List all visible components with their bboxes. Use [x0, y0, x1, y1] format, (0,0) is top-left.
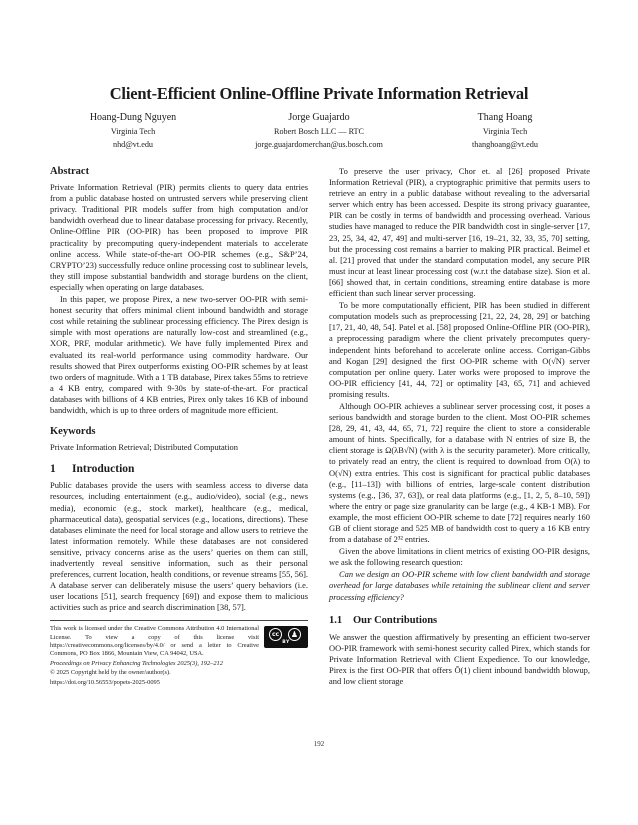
intro-paragraph-3: To be more computationally efficient, PIR has been studied in different computation models such as preprocessing [21, 22, 24, 28, 29] or batching [17, 21, 40, 48, 54]. Patel et al. [58] proposed Online-Offline PIR (OO-PIR), a preprocessing paradigm where the client privately precomputes query-independent hints beforehand to accelerate online access. Corrigan-Gibbs and Kogan [29] designed the first OO-PIR scheme with O(√N) server computation per online query. Later works were proposed to improve the OO-PIR efficiency [41, 44, 72] or optimality [43, 65, 71] and achieved promising results. [329, 300, 590, 399]
right-column [329, 166, 590, 687]
keywords-text: Private Information Retrieval; Distributed Computation [50, 442, 238, 453]
intro-paragraph-5: Given the above limitations in client metrics of existing OO-PIR designs, we ask the following research question: [329, 546, 590, 568]
contributions-paragraph-1: We answer the question affirmatively by presenting an efficient two-server OO-PIR framework with semi-honest security called Pirex, which stands for Private Information Retrieval with Client Expedience. To our knowledge, Pirex is the first OO-PIR that offers Ō(1) client inbound bandwidth blowup, and low client storage [329, 631, 590, 687]
authors-row [40, 112, 598, 149]
abstract-heading: Abstract [50, 166, 90, 177]
doi-link: https://doi.org/10.56553/popets-2025-0095 [50, 678, 160, 686]
section-1-1-number: 1.1 [329, 614, 343, 626]
cc-by-badge [264, 626, 308, 648]
author-affiliation: Virginia Tech [482, 127, 528, 136]
license-text: This work is licensed under the Creative Commons Attribution 4.0 International License. To view a copy of this license visit https://creativecommons.org/licenses/by/4.0/ or send a letter to Creative Commons, PO Box 1866, Mountain View, CA 94042, USA. [50, 625, 259, 658]
abstract-paragraph-1: Private Information Retrieval (PIR) permits clients to query data entries from a public database hosted on untrusted servers while preserving client privacy. Traditional PIR models suffer from high computation and/or bandwidth overhead due to linear database processing for privacy. Recently, Online-Offline PIR (OO-PIR) has been proposed to improve PIR practicality by precomputing query-independent materials to accelerate online access. While state-of-the-art OO-PIR schemes (e.g., S&P’24, CRYPTO’23) successfully reduce online processing cost to sublinear levels, they still impose substantial bandwidth and storage burdens on the client, especially when operating on large databases. [50, 182, 308, 292]
author-name: Jorge Guajardo [288, 112, 350, 123]
person-icon: ♟ [288, 628, 301, 641]
keywords-heading: Keywords [50, 426, 96, 438]
cc-icon: cc [269, 628, 282, 641]
research-question: Can we design an OO-PIR scheme with low client bandwidth and storage overhead for large databases while retaining the sublinear client and server processing efficiency? [329, 569, 590, 602]
section-1-1-title: Our Contributions [353, 614, 438, 626]
intro-paragraph-1: Public databases provide the users with seamless access to diverse data resources, including entertainment (e.g., audio/video), social (e.g., news media), economic (e.g., stock market), healthcare (e.g., medical, pharmaceutical data), geospatial services (e.g., locations, directions). These databases eliminate the need for local storage and allow users to retrieve the latest information remotely. While these databases are not considered sensitive, privacy concerns arise as the users’ queries on them can still, inadvertently reveal sensitive information, such as their personal preferences, current location, health conditions, or revenue streams [55, 56]. A database server can deliberately misuse the users’ query behaviors (i.e. user locations [51], search frequency [69]) and expose them to malicious activities such as price and search discrimination [38, 57]. [50, 480, 308, 613]
author-email: thanghoang@vt.edu [472, 140, 538, 149]
copyright-notice: © 2025 Copyright held by the owner/author(s). [50, 669, 171, 677]
section-1-number: 1 [50, 463, 56, 476]
left-column [50, 166, 308, 687]
proceedings-citation: Proceedings on Privacy Enhancing Technologies 2025(3), 192–212 [50, 660, 223, 668]
section-1-title: Introduction [72, 463, 135, 476]
intro-paragraph-4: Although OO-PIR achieves a sublinear server processing cost, it poses a serious bandwidth and storage burden to the client. Most OO-PIR schemes [28, 29, 41, 43, 44, 65, 71, 72] require the client to store a considerable amount of hints. Specifically, for a database with N entries of size B, the client storage is Ω(λB√N) (with λ is the security parameter). More critically, to privately read an entry, the client is required to download from O(λ) to O(√N) extra entries. This cost is significant for practical public databases (e.g., [11–13]) with billions of entries, large-scale content distribution systems (e.g., [36, 37, 63]), or real data platforms (e.g., [1, 2, 5, 8–10, 59]) where the entry or page size granularity can be large (e.g., 4 KB-1 MB). For example, the most efficient OO-PIR scheme to date [72] requires nearly 160 GB of client storage and 525 MB of bandwidth cost to query a 16 KB entry from a database of 2³² entries. [329, 400, 590, 545]
license-footnote [50, 620, 308, 686]
paper-title: Client-Efficient Online-Offline Private Information Retrieval [109, 84, 529, 103]
abstract-paragraph-2: In this paper, we propose Pirex, a new two-server OO-PIR with semi-honest security that offers minimal client inbound bandwidth and storage cost while retaining the sublinear processing efficiency. The Pirex design is simple with most operations are naturally low-cost and streamlined (e.g., XOR, PRF, modular arithmetic). We have fully implemented Pirex and evaluated its real-world performance using commodity hardware. Our results showed that Pirex outperforms existing OO-PIR schemes by at least two orders of magnitude. With a 1 TB database, Pirex takes 55ms to retrieve a 4 KB entry, compared with 9-30s by state-of-the-art. For practical databases with billions of 4 KB entries, Pirex only takes 16 KB of inbound bandwidth, which is up to three orders of magnitude more efficient. [50, 294, 308, 415]
author-name: Thang Hoang [477, 112, 533, 123]
author-block-1 [40, 112, 226, 149]
section-1-1-heading [329, 615, 590, 626]
author-affiliation: Virginia Tech [110, 127, 156, 136]
intro-paragraph-2: To preserve the user privacy, Chor et. al [26] proposed Private Information Retrieval (PIR), a cryptographic primitive that permits users to retrieve an entry in a public database without revealing to the adversarial server which entry has been accessed. Despite its strong privacy guarantee, PIR can be costly in terms of bandwidth and processing overhead. Various studies have managed to reduce the PIR bandwidth cost in single-server [17, 23, 25, 34, 42, 47, 49] and multi-server [16, 19–21, 32, 33, 35, 70] setting, but the processing cost remains a barrier to making PIR practical. Beimel et al. [21] proved that under the standard computation model, any secure PIR must incur at least linear processing cost (w.r.t the database size). Sion et al. [66] showed that, in certain conditions, streaming entire database is more efficient than such linear server processing. [329, 166, 590, 299]
author-email: jorge.guajardomerchan@us.bosch.com [255, 140, 383, 149]
author-block-3 [412, 112, 598, 149]
section-1-heading [50, 464, 308, 475]
author-affiliation: Robert Bosch LLC — RTC [273, 127, 365, 136]
author-block-2 [226, 112, 412, 149]
author-email: nhd@vt.edu [112, 140, 154, 149]
by-label: BY [282, 640, 290, 646]
author-name: Hoang-Dung Nguyen [89, 112, 177, 123]
page-number: 192 [313, 740, 325, 748]
